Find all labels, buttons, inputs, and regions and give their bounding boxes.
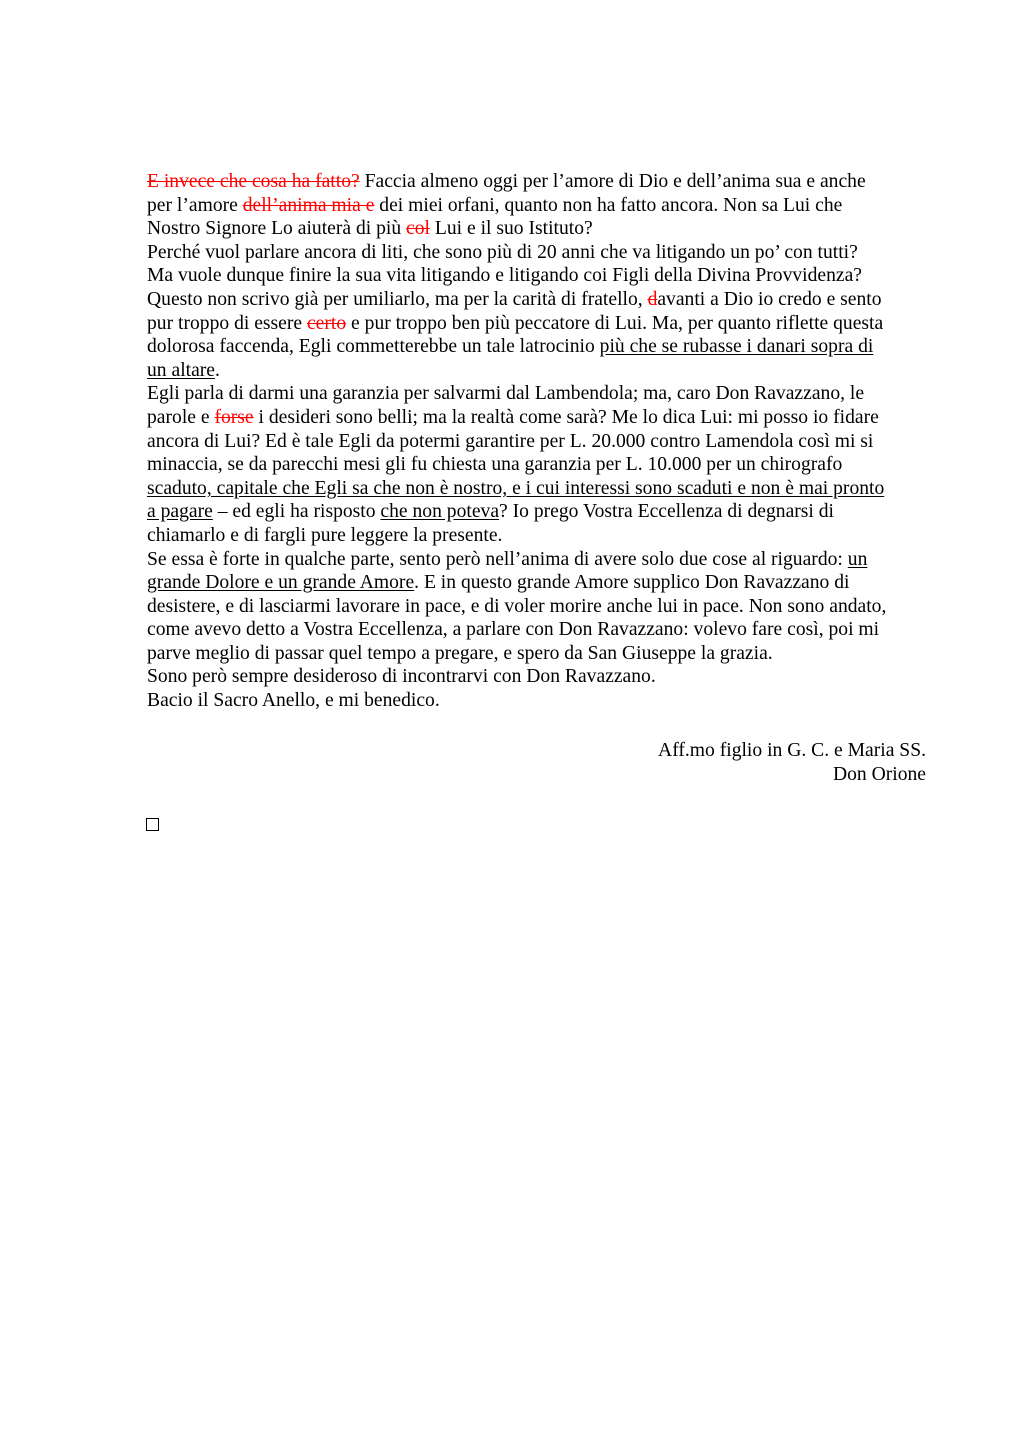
text-line bbox=[147, 477, 926, 501]
text-line bbox=[147, 288, 926, 312]
text-run: desistere, e di lasciarmi lavorare in pace, e di voler morire anche lui in pace. Non sono andato, bbox=[147, 595, 887, 617]
underlined-text: grande Dolore e un grande Amore bbox=[147, 572, 415, 594]
text-run: per l’amore bbox=[147, 194, 243, 216]
text-line bbox=[147, 170, 926, 194]
checkbox[interactable] bbox=[146, 818, 159, 831]
underlined-text: che non poteva bbox=[380, 501, 500, 523]
deleted-text: dell’anima mia e bbox=[242, 194, 375, 216]
text-run: Lui e il suo Istituto? bbox=[429, 218, 593, 240]
text-line bbox=[147, 359, 926, 383]
text-run: Questo non scrivo già per umiliarlo, ma per la carità di fratello, bbox=[147, 288, 648, 310]
text-run: dei miei orfani, quanto non ha fatto ancora. Non sa Lui che bbox=[374, 194, 843, 216]
text-run: chiamarlo e di fargli pure leggere la presente. bbox=[147, 524, 503, 546]
text-line bbox=[147, 382, 926, 406]
deleted-text: d bbox=[647, 288, 658, 310]
signature-block bbox=[658, 739, 926, 786]
text-line bbox=[147, 571, 926, 595]
text-run: avanti a Dio io credo e sento bbox=[657, 288, 882, 310]
text-run: ? Io prego Vostra Eccellenza di degnarsi di bbox=[499, 501, 834, 523]
text-run: Nostro Signore Lo aiuterà di più bbox=[147, 218, 407, 240]
closing-line: Aff.mo figlio in G. C. e Maria SS. bbox=[658, 740, 926, 761]
text-run: Perché vuol parlare ancora di liti, che sono più di 20 anni che va litigando un po’ con tutti? bbox=[147, 241, 858, 263]
text-line bbox=[147, 335, 926, 359]
text-line bbox=[147, 217, 926, 241]
text-line bbox=[147, 689, 926, 713]
text-run: parole e bbox=[147, 406, 215, 428]
text-line bbox=[147, 548, 926, 572]
text-line bbox=[147, 194, 926, 218]
underlined-text: un bbox=[847, 548, 868, 570]
underlined-text: più che se rubasse i danari sopra di bbox=[599, 336, 874, 358]
text-line bbox=[147, 665, 926, 689]
text-line bbox=[147, 312, 926, 336]
text-run: dolorosa faccenda, Egli commetterebbe un tale latrocinio bbox=[147, 336, 600, 358]
text-run: – ed egli ha risposto bbox=[212, 501, 381, 523]
text-line bbox=[147, 406, 926, 430]
text-line bbox=[147, 453, 926, 477]
text-run: Faccia almeno oggi per l’amore di Dio e dell’anima sua e anche bbox=[359, 171, 866, 192]
text-run: e pur troppo ben più peccatore di Lui. Ma, per quanto riflette questa bbox=[346, 312, 884, 334]
text-run: ancora di Lui? Ed è tale Egli da potermi garantire per L. 20.000 contro Lamendola così mi si bbox=[147, 430, 874, 452]
underlined-text: un altare bbox=[147, 359, 215, 381]
text-run: i desideri sono belli; ma la realtà come sarà? Me lo dica Lui: mi posso io fidare bbox=[253, 406, 879, 428]
text-run: Sono però sempre desideroso di incontrarvi con Don Ravazzano. bbox=[147, 666, 656, 688]
text-run: Bacio il Sacro Anello, e mi benedico. bbox=[147, 690, 440, 712]
text-run: minaccia, se da parecchi mesi gli fu chiesta una garanzia per L. 10.000 per un chirografo bbox=[147, 454, 843, 476]
text-line bbox=[147, 524, 926, 548]
text-line bbox=[147, 618, 926, 642]
text-line bbox=[147, 642, 926, 666]
letter-body bbox=[147, 170, 926, 713]
underlined-text: a pagare bbox=[147, 501, 213, 523]
text-line bbox=[147, 241, 926, 265]
text-line bbox=[147, 264, 926, 288]
text-run: Egli parla di darmi una garanzia per salvarmi dal Lambendola; ma, caro Don Ravazzano, le bbox=[147, 383, 865, 405]
deleted-text: col bbox=[406, 218, 430, 240]
text-line bbox=[147, 430, 926, 454]
text-line bbox=[147, 595, 926, 619]
underlined-text: scaduto, capitale che Egli sa che non è nostro, e i cui interessi sono scaduti e non è mai pronto bbox=[147, 477, 885, 499]
text-run: . E in questo grande Amore supplico Don Ravazzano di bbox=[414, 572, 850, 594]
deleted-text: E invece che cosa ha fatto? bbox=[147, 171, 360, 192]
text-line bbox=[147, 500, 926, 524]
text-run: come avevo detto a Vostra Eccellenza, a parlare con Don Ravazzano: volevo fare così, poi mi bbox=[147, 619, 880, 641]
text-run: pur troppo di essere bbox=[147, 312, 307, 334]
text-run: parve meglio di passar quel tempo a pregare, e spero da San Giuseppe la grazia. bbox=[147, 642, 773, 664]
text-run: Ma vuole dunque finire la sua vita litigando e litigando coi Figli della Divina Provvidenza? bbox=[147, 265, 862, 287]
text-run: . bbox=[215, 359, 220, 381]
signature-name: Don Orione bbox=[832, 763, 926, 785]
deleted-text: forse bbox=[214, 406, 254, 428]
text-run: Se essa è forte in qualche parte, sento però nell’anima di avere solo due cose al riguardo: bbox=[147, 548, 848, 570]
deleted-text: certo bbox=[306, 312, 347, 334]
